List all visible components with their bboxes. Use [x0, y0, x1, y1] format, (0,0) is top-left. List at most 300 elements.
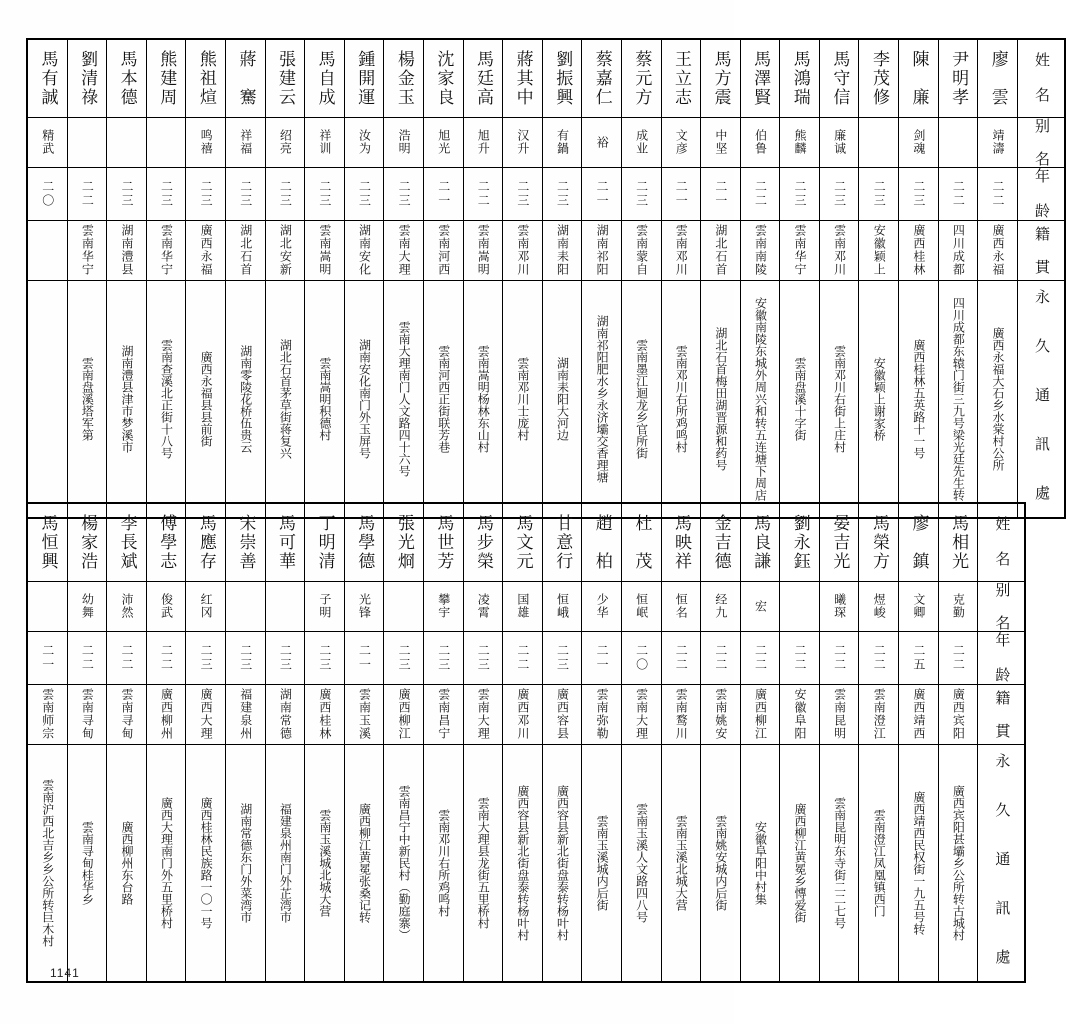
value-address: 廣西柳州东台路 [119, 820, 134, 905]
value-age: 二一 [357, 643, 372, 672]
cell-age [305, 631, 345, 684]
value-native: 廣西邓川 [515, 688, 530, 740]
value-address: 雲南澄江凤凰镇西门 [872, 808, 887, 917]
value-name: 馬自成 [315, 49, 335, 107]
cell-native [859, 220, 899, 280]
value-native: 廣西柳江 [753, 688, 768, 740]
cell-alias [859, 581, 899, 631]
cell-native [305, 684, 345, 744]
value-age: 二二 [951, 179, 966, 208]
header-age [1017, 167, 1065, 220]
cell-age [503, 167, 543, 220]
value-address: 福建泉州南门外芷湾市 [278, 802, 293, 923]
cell-age [186, 631, 226, 684]
value-name: 蔣 騫 [236, 49, 256, 107]
cell-address [67, 280, 107, 518]
value-address: 雲南玉溪北城大营 [674, 814, 689, 911]
value-native: 雲南大理 [397, 224, 412, 276]
cell-native [384, 684, 424, 744]
cell-age [107, 631, 147, 684]
value-native: 廣西容县 [555, 688, 570, 740]
value-address: 雲南玉溪人文路四八号 [634, 802, 649, 923]
value-age: 二三 [119, 179, 134, 208]
cell-native [423, 220, 463, 280]
cell-native [780, 220, 820, 280]
cell-native [503, 220, 543, 280]
cell-age [186, 167, 226, 220]
cell-name [384, 39, 424, 117]
cell-native [899, 220, 939, 280]
cell-address [938, 280, 978, 518]
value-address: 雲南邓川右所鸡鸣村 [674, 344, 689, 453]
cell-age [384, 631, 424, 684]
header-native-place-label: 籍 貫 [1032, 225, 1049, 275]
cell-age [463, 167, 503, 220]
cell-name [265, 39, 305, 117]
cell-native [938, 684, 978, 744]
cell-name [819, 39, 859, 117]
value-age: 二三 [397, 643, 412, 672]
value-name: 李茂修 [869, 49, 889, 107]
value-native: 雲南邓川 [674, 224, 689, 276]
cell-address [27, 744, 67, 982]
value-age: 二三 [793, 179, 808, 208]
value-name: 杜 茂 [632, 513, 652, 571]
cell-address [186, 744, 226, 982]
value-age: 二三 [515, 179, 530, 208]
value-native: 雲南昌宁 [436, 688, 451, 740]
cell-name [740, 503, 780, 581]
table-row-age [27, 631, 1025, 684]
value-address: 廣西柳江黄冕张桑记转 [357, 802, 372, 923]
cell-name [186, 503, 226, 581]
cell-age [344, 167, 384, 220]
value-name: 甘意行 [553, 513, 573, 571]
cell-native [582, 220, 622, 280]
value-native: 雲南寻甸 [80, 688, 95, 740]
cell-address [384, 744, 424, 982]
cell-age [701, 167, 741, 220]
cell-native [344, 220, 384, 280]
value-age: 二二 [119, 643, 134, 672]
value-native: 雲南华宁 [793, 224, 808, 276]
value-native: 雲南河西 [436, 224, 451, 276]
value-native: 雲南大理 [634, 688, 649, 740]
cell-address [186, 280, 226, 518]
cell-alias [225, 117, 265, 167]
table-row-native [27, 684, 1025, 744]
value-address: 雲南邓川士庞村 [515, 356, 530, 441]
value-address: 四川成都东辕门街三九号梁光廷先生转 [951, 296, 966, 501]
value-alias: 祥训 [317, 129, 332, 155]
cell-age [265, 167, 305, 220]
cell-name [503, 503, 543, 581]
value-native: 雲南嵩明 [317, 224, 332, 276]
cell-name [859, 503, 899, 581]
value-native: 安徽阜阳 [793, 688, 808, 740]
cell-address [305, 744, 345, 982]
cell-alias [740, 581, 780, 631]
value-alias: 剑魂 [911, 129, 926, 155]
cell-age [661, 631, 701, 684]
cell-address [305, 280, 345, 518]
cell-name [582, 39, 622, 117]
cell-address [859, 280, 899, 518]
value-name: 馬本德 [117, 49, 137, 107]
cell-alias [819, 117, 859, 167]
cell-address [621, 744, 661, 982]
value-address: 雲南昆明东寺街二二七号 [832, 796, 847, 929]
table-row-address [27, 280, 1065, 518]
cell-alias [661, 581, 701, 631]
cell-alias [27, 117, 67, 167]
header-alias-label: 别 名 [993, 581, 1010, 631]
value-native: 雲南昆明 [832, 688, 847, 740]
value-address: 雲南墨江迴龙乡官所街 [634, 338, 649, 459]
value-native: 湖南常德 [278, 688, 293, 740]
cell-age [146, 167, 186, 220]
value-alias: 沛然 [119, 593, 134, 619]
value-native: 湖南澧县 [119, 224, 134, 276]
cell-native [780, 684, 820, 744]
value-alias: 红冈 [199, 593, 214, 619]
value-age: 二三 [278, 179, 293, 208]
value-alias: 精武 [40, 129, 55, 155]
cell-address [463, 280, 503, 518]
cell-alias [899, 581, 939, 631]
cell-name [463, 503, 503, 581]
value-name: 馬榮方 [869, 513, 889, 571]
value-address: 湖南常德东门外菜湾市 [238, 802, 253, 923]
table-row-address [27, 744, 1025, 982]
value-alias: 文卿 [911, 593, 926, 619]
value-name: 宋崇善 [236, 513, 256, 571]
value-address: 廣西柳江黄冕乡慱爱街 [793, 802, 808, 923]
value-address: 安徽颖上谢家桥 [872, 356, 887, 441]
cell-native [225, 684, 265, 744]
header-name [978, 503, 1026, 581]
cell-alias [780, 581, 820, 631]
cell-address [146, 280, 186, 518]
cell-native [740, 684, 780, 744]
cell-name [899, 39, 939, 117]
cell-age [542, 631, 582, 684]
cell-address [899, 744, 939, 982]
value-alias: 煜峻 [872, 593, 887, 619]
value-address: 雲南姚安城内后街 [713, 814, 728, 911]
value-native: 雲南玉溪 [357, 688, 372, 740]
value-address: 廣西靖西民权街一九五号转 [911, 790, 926, 935]
cell-alias [186, 117, 226, 167]
cell-name [621, 503, 661, 581]
cell-age [384, 167, 424, 220]
cell-address [503, 744, 543, 982]
cell-address [384, 280, 424, 518]
header-alias [1017, 117, 1065, 167]
cell-address [661, 744, 701, 982]
value-address: 廣西容县新北街盘泰转杨叶村 [515, 784, 530, 941]
cell-name [542, 39, 582, 117]
value-age: 二三 [555, 179, 570, 208]
table-row-age [27, 167, 1065, 220]
value-age: 二三 [634, 179, 649, 208]
cell-native [859, 684, 899, 744]
value-name: 馬世芳 [434, 513, 454, 571]
cell-address [27, 280, 67, 518]
value-address: 雲南邓川右所鸡鸣村 [436, 808, 451, 917]
cell-name [780, 503, 820, 581]
value-age: 二三 [199, 643, 214, 672]
value-address: 廣西宾阳甚壩乡公所转古城村 [951, 784, 966, 941]
cell-alias [344, 117, 384, 167]
header-name [1017, 39, 1065, 117]
cell-name [305, 39, 345, 117]
cell-address [819, 280, 859, 518]
header-age-label: 年 龄 [993, 631, 1010, 684]
value-native: 廣西宾阳 [951, 688, 966, 740]
cell-alias [859, 117, 899, 167]
value-alias: 浩明 [397, 129, 412, 155]
value-native: 廣西靖西 [911, 688, 926, 740]
value-name: 傅學志 [157, 513, 177, 571]
cell-alias [107, 581, 147, 631]
cell-alias [423, 117, 463, 167]
cell-address [661, 280, 701, 518]
value-native: 雲南邓川 [832, 224, 847, 276]
cell-name [27, 39, 67, 117]
cell-native [186, 684, 226, 744]
value-age: 二二 [793, 643, 808, 672]
cell-age [146, 631, 186, 684]
cell-age [582, 167, 622, 220]
value-name: 劉振興 [553, 49, 573, 107]
value-address: 雲南邓川右街上庄村 [832, 344, 847, 453]
value-age: 二二 [991, 179, 1006, 208]
value-age: 二一 [436, 179, 451, 208]
value-age: 二一 [713, 179, 728, 208]
header-address-label: 永 久 通 訊 處 [993, 752, 1010, 973]
cell-name [146, 39, 186, 117]
cell-age [67, 631, 107, 684]
cell-age [938, 167, 978, 220]
cell-alias [146, 581, 186, 631]
cell-age [859, 631, 899, 684]
cell-age [107, 167, 147, 220]
value-name: 趙 柏 [592, 513, 612, 571]
cell-age [582, 631, 622, 684]
value-native: 四川成都 [951, 224, 966, 276]
cell-name [701, 503, 741, 581]
cell-age [701, 631, 741, 684]
cell-alias [67, 117, 107, 167]
value-age: 二二 [872, 643, 887, 672]
value-alias: 熊麟 [793, 129, 808, 155]
cell-age [503, 631, 543, 684]
value-address: 湖北石首梅田湖晋源和药号 [713, 326, 728, 471]
value-native: 湖北石首 [713, 224, 728, 276]
cell-native [463, 684, 503, 744]
value-address: 廣西桂林五英路十一号 [911, 338, 926, 459]
cell-name [423, 503, 463, 581]
register-table-top [26, 38, 1066, 519]
value-name: 廖 雲 [988, 49, 1008, 107]
value-native: 廣西桂林 [911, 224, 926, 276]
value-alias: 俊武 [159, 593, 174, 619]
value-age: 二二 [753, 643, 768, 672]
cell-address [701, 280, 741, 518]
cell-name [225, 503, 265, 581]
value-native: 廣西永福 [199, 224, 214, 276]
cell-name [542, 503, 582, 581]
header-native-place [978, 684, 1026, 744]
cell-native [621, 684, 661, 744]
value-alias: 旭升 [476, 129, 491, 155]
value-age: 二三 [832, 179, 847, 208]
cell-age [899, 167, 939, 220]
value-alias: 文彦 [674, 129, 689, 155]
cell-age [780, 167, 820, 220]
value-name: 丁明清 [315, 513, 335, 571]
table-row-native [27, 220, 1065, 280]
value-native: 雲南嵩明 [476, 224, 491, 276]
value-native: 雲南华宁 [80, 224, 95, 276]
value-address: 雲南大理南门人文路四十六号 [397, 320, 412, 477]
cell-alias [701, 581, 741, 631]
value-address: 廣西桂林民族路一〇一号 [199, 796, 214, 929]
cell-alias [225, 581, 265, 631]
cell-address [107, 744, 147, 982]
cell-address [740, 280, 780, 518]
value-address: 安徽阜阳中村集 [753, 820, 768, 905]
value-age: 二〇 [40, 179, 55, 208]
cell-address [423, 280, 463, 518]
value-name: 馬可華 [276, 513, 296, 571]
header-alias-label: 别 名 [1032, 117, 1049, 167]
cell-age [819, 631, 859, 684]
value-name: 王立志 [671, 49, 691, 107]
cell-native [899, 684, 939, 744]
value-address: 雲南玉溪城内后街 [595, 814, 610, 911]
value-address: 廣西永福县县前街 [199, 350, 214, 447]
value-address: 雲南嵩明杨林东山村 [476, 344, 491, 453]
value-address: 湖北石首茅草街蒋复兴 [278, 338, 293, 459]
value-address: 雲南玉溪城北城大营 [317, 808, 332, 917]
value-alias: 凌霄 [476, 593, 491, 619]
value-age: 二二 [476, 179, 491, 208]
cell-native [701, 220, 741, 280]
value-native: 廣西柳江 [397, 688, 412, 740]
cell-native [186, 220, 226, 280]
value-native: 雲南弥勒 [595, 688, 610, 740]
cell-native [67, 684, 107, 744]
value-alias: 子明 [317, 593, 332, 619]
cell-age [661, 167, 701, 220]
value-native: 湖南耒阳 [555, 224, 570, 276]
value-name: 馬文元 [513, 513, 533, 571]
value-age: 二三 [555, 643, 570, 672]
cell-name [146, 503, 186, 581]
cell-native [305, 220, 345, 280]
cell-address [542, 744, 582, 982]
value-alias: 少华 [595, 593, 610, 619]
value-name: 馬應存 [196, 513, 216, 571]
value-address: 雲南河西正街联芳巷 [436, 344, 451, 453]
value-address: 湖南零陵花桥伍贵云 [238, 344, 253, 453]
cell-native [107, 220, 147, 280]
cell-age [819, 167, 859, 220]
cell-alias [978, 117, 1018, 167]
cell-name [661, 39, 701, 117]
cell-native [463, 220, 503, 280]
cell-address [107, 280, 147, 518]
cell-age [621, 631, 661, 684]
value-name: 李長斌 [117, 513, 137, 571]
cell-name [225, 39, 265, 117]
value-native: 雲南澄江 [872, 688, 887, 740]
value-name: 張建云 [276, 49, 296, 107]
cell-alias [344, 581, 384, 631]
cell-alias [621, 117, 661, 167]
cell-address [344, 744, 384, 982]
cell-alias [661, 117, 701, 167]
value-age: 二二 [951, 643, 966, 672]
value-alias: 有鍋 [555, 129, 570, 155]
cell-age [463, 631, 503, 684]
cell-alias [938, 117, 978, 167]
table-row-alias [27, 117, 1065, 167]
value-native: 湖北安新 [278, 224, 293, 276]
cell-name [186, 39, 226, 117]
cell-native [225, 220, 265, 280]
value-name: 蔡元方 [632, 49, 652, 107]
cell-alias [740, 117, 780, 167]
value-age: 二三 [278, 643, 293, 672]
cell-alias [384, 581, 424, 631]
cell-native [542, 684, 582, 744]
value-native: 廣西大理 [199, 688, 214, 740]
value-age: 二二 [515, 643, 530, 672]
value-name: 尹明孝 [949, 49, 969, 107]
value-alias: 伯鲁 [753, 129, 768, 155]
cell-age [780, 631, 820, 684]
value-alias: 曦琛 [832, 593, 847, 619]
cell-address [701, 744, 741, 982]
cell-alias [542, 117, 582, 167]
cell-alias [503, 117, 543, 167]
cell-age [978, 167, 1018, 220]
cell-age [621, 167, 661, 220]
cell-alias [780, 117, 820, 167]
value-age: 二〇 [634, 643, 649, 672]
value-alias: 幼舞 [80, 593, 95, 619]
value-age: 二二 [832, 643, 847, 672]
value-alias: 恒名 [674, 593, 689, 619]
value-native: 雲南华宁 [159, 224, 174, 276]
cell-age [938, 631, 978, 684]
cell-native [265, 220, 305, 280]
header-name-label: 姓 名 [993, 516, 1010, 569]
value-name: 金吉德 [711, 513, 731, 571]
value-age: 二一 [595, 179, 610, 208]
value-alias: 廉诚 [832, 129, 847, 155]
cell-alias [542, 581, 582, 631]
value-address: 雲南大理县龙街五里桥村 [476, 796, 491, 929]
header-name-label: 姓 名 [1032, 52, 1049, 105]
value-age: 二三 [317, 643, 332, 672]
cell-alias [701, 117, 741, 167]
value-address: 廣西大理南门外五里桥村 [159, 796, 174, 929]
cell-native [661, 220, 701, 280]
